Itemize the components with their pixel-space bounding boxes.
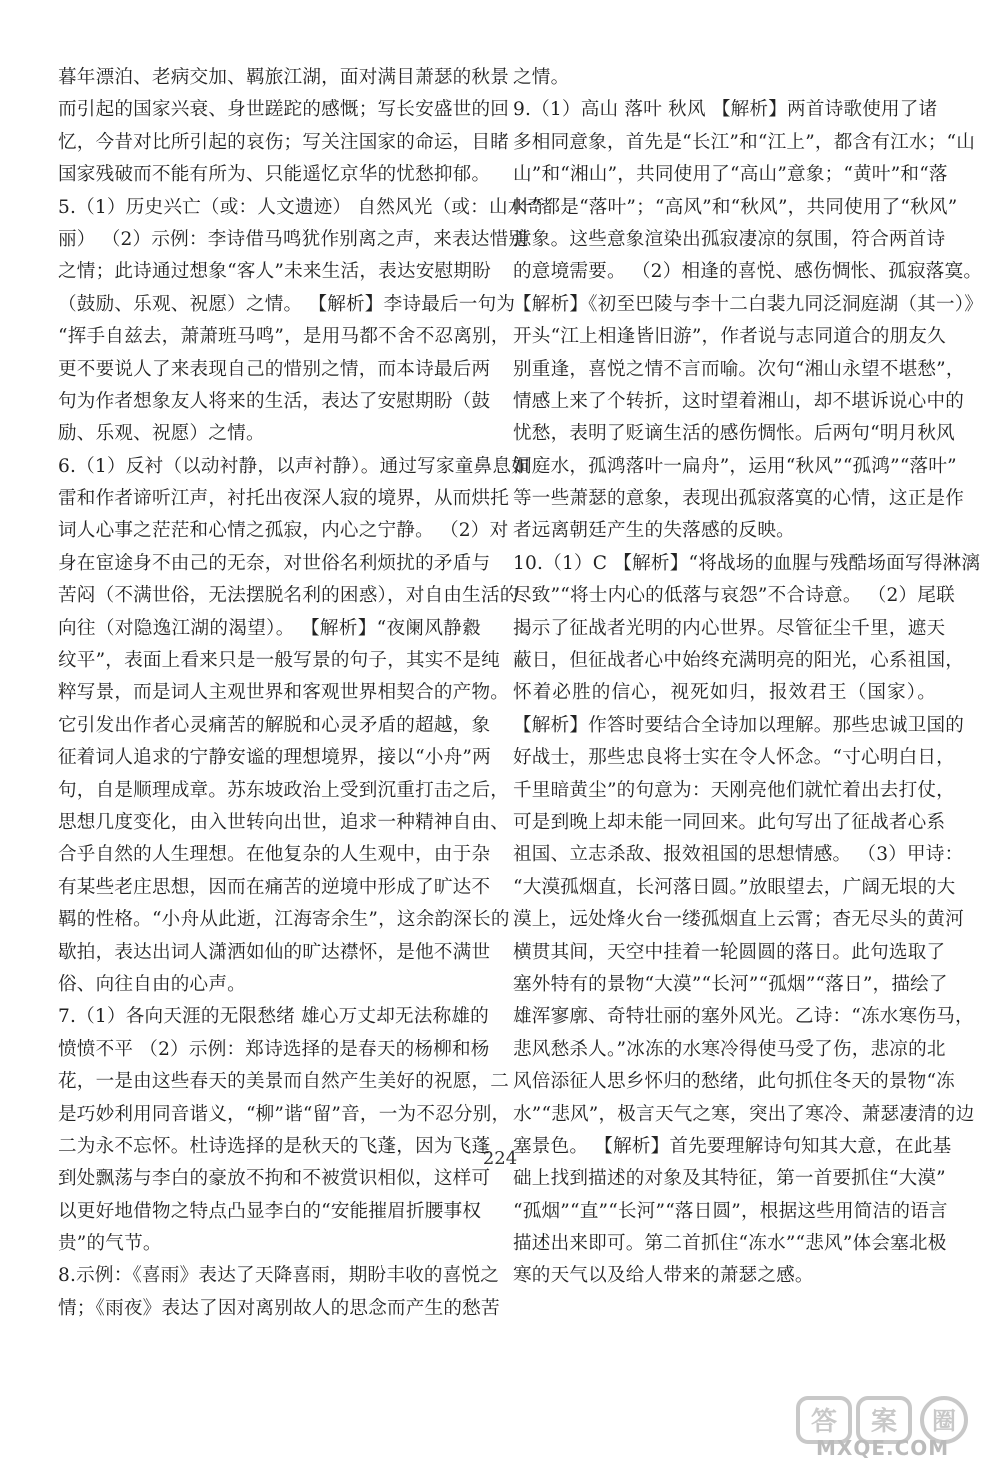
left-line: 身在宦途身不由己的无奈，对世俗名利烦扰的矛盾与 bbox=[58, 552, 491, 574]
left-line: 向往（对隐逸江湖的渴望）。 【解析】“夜阑风静縠 bbox=[58, 617, 481, 639]
left-line: 俗、向往自由的心声。 bbox=[58, 973, 246, 995]
page-number: 224 bbox=[482, 1148, 518, 1169]
left-line: 丽） （2）示例：李诗借马鸣犹作别离之声，来表达惜别 bbox=[58, 228, 528, 250]
right-line: 叶”都是“落叶”；“高风”和“秋风”，共同使用了“秋风” bbox=[513, 196, 958, 218]
left-line: 纹平”，表面上看来只是一般写景的句子，其实不是纯 bbox=[58, 650, 500, 672]
right-line: 础上找到描述的对象及其特征，第一首要抓住“大漠” bbox=[513, 1168, 946, 1190]
left-line: 励、乐观、祝愿）之情。 bbox=[58, 423, 265, 445]
right-line: “孤烟”“直”“长河”“落日圆”，根据这些用简洁的语言 bbox=[513, 1200, 948, 1222]
right-line: 之情。 bbox=[513, 67, 570, 88]
left-line: 思想几度变化，由入世转向出世，追求一种精神自由、 bbox=[58, 811, 510, 833]
right-line: “大漠孤烟直，长河落日圆。”放眼望去，广阔无垠的大 bbox=[513, 876, 956, 898]
svg-text:案: 案 bbox=[870, 1407, 898, 1437]
right-line: 可是到晚上却未能一同回来。此句写出了征战者心系 bbox=[513, 811, 946, 833]
left-line: 8.示例：《喜雨》表达了天降喜雨，期盼丰收的喜悦之 bbox=[58, 1265, 500, 1287]
right-column bbox=[513, 62, 984, 1293]
right-line: 【解析】《初至巴陵与李十二白裴九同泛洞庭湖（其一）》 bbox=[513, 293, 984, 315]
left-line: 是巧妙利用同音谐义，“柳”谐“留”音，一为不忍分别， bbox=[58, 1103, 511, 1125]
svg-text:圈: 圈 bbox=[932, 1407, 956, 1435]
left-line: 忆，今昔对比所引起的哀伤；写关注国家的命运，目睹 bbox=[58, 131, 510, 153]
left-line: 以更好地借物之特点凸显李白的“安能摧眉折腰事权 bbox=[58, 1200, 482, 1222]
left-line: 更不要说人了来表现自己的惜别之情，而本诗最后两 bbox=[58, 358, 491, 380]
left-line: 有某些老庄思想，因而在痛苦的逆境中形成了旷达不 bbox=[58, 876, 491, 898]
left-line: 苦闷（不满世俗，无法摆脱名利的困惑），对自由生活的 bbox=[58, 585, 519, 607]
right-line: 洞庭水，孤鸿落叶一扁舟”，运用“秋风”“孤鸿”“落叶” bbox=[513, 455, 957, 477]
left-line: 花，一是由这些春天的美景而自然产生美好的祝愿，二 bbox=[58, 1071, 510, 1093]
right-line: 漠上，远处烽火台一缕孤烟直上云霄；杳无尽头的黄河 bbox=[513, 909, 965, 931]
left-line: 雷和作者谛听江声，衬托出夜深人寂的境界，从而烘托 bbox=[58, 488, 510, 510]
left-line: 羁的性格。“小舟从此逝，江海寄余生”，这余韵深长的 bbox=[58, 909, 510, 931]
svg-text:答: 答 bbox=[810, 1407, 838, 1437]
left-line: 到处飘荡与李白的豪放不拘和不被赏识相似，这样可 bbox=[58, 1168, 491, 1190]
right-line: 9.（1）高山 落叶 秋风 【解析】两首诗歌使用了诸 bbox=[513, 99, 938, 121]
left-line: 它引发出作者心灵痛苦的解脱和心灵矛盾的超越，象 bbox=[58, 714, 491, 736]
right-line: 悲风愁杀人。”冰冻的水寒冷得使马受了伤，悲凉的北 bbox=[513, 1038, 946, 1060]
right-line: 好战士，那些忠良将士实在令人怀念。“寸心明白日， bbox=[513, 747, 955, 769]
right-line: 情感上来了个转折，这时望着湘山，却不堪诉说心中的 bbox=[513, 390, 965, 412]
left-line: 贵”的气节。 bbox=[58, 1233, 162, 1255]
watermark-url: MXQE.COM bbox=[816, 1436, 950, 1460]
left-line: 合乎自然的人生理想。在他复杂的人生观中，由于杂 bbox=[58, 844, 491, 866]
left-line: 而引起的国家兴衰、身世蹉跎的感慨；写长安盛世的回 bbox=[58, 99, 510, 121]
right-line: 塞景色。 【解析】首先要理解诗句知其大意，在此基 bbox=[513, 1135, 952, 1157]
right-line: 祖国、立志杀敌、报效祖国的思想情感。 （3）甲诗： bbox=[513, 844, 964, 866]
right-line: 风倍添征人思乡怀归的愁绪，此句抓住冬天的景物“冻 bbox=[513, 1071, 955, 1093]
right-line: 等一些萧瑟的意象，表现出孤寂落寞的心情，这正是作 bbox=[513, 488, 965, 510]
left-line: 句为作者想象友人将来的生活，表达了安慰期盼（鼓 bbox=[58, 390, 491, 412]
right-line: 怀着必胜的信心，视死如归，报效君王（国家）。 bbox=[513, 682, 936, 704]
right-line: 水”“悲风”，极言天气之寒，突出了寒冷、萧瑟凄清的边 bbox=[513, 1103, 975, 1125]
right-line: 寒的天气以及给人带来的萧瑟之感。 bbox=[513, 1265, 814, 1287]
left-line: （鼓励、乐观、祝愿）之情。 【解析】李诗最后一句为 bbox=[58, 293, 516, 315]
left-line: 6.（1）反衬（以动衬静，以声衬静）。通过写家童鼻息如 bbox=[58, 455, 530, 477]
left-line: 情；《雨夜》表达了因对离别故人的思念而产生的愁苦 bbox=[58, 1297, 500, 1319]
left-line: 词人心事之茫茫和心情之孤寂，内心之宁静。 （2）对 bbox=[58, 520, 509, 542]
right-line: 多相同意象，首先是“长江”和“江上”，都含有江水；“山 bbox=[513, 131, 975, 153]
right-line: 千里暗黄尘”的句意为：天刚亮他们就忙着出去打仗， bbox=[513, 779, 955, 801]
left-line: 5.（1）历史兴亡（或：人文遗迹） 自然风光（或：山水奇 bbox=[58, 196, 546, 218]
right-line: 蔽日，但征战者心中始终充满明亮的阳光，心系祖国， bbox=[513, 650, 965, 672]
right-line: 揭示了征战者光明的内心世界。尽管征尘千里，遮天 bbox=[513, 617, 946, 639]
right-line: 描述出来即可。第二首抓住“冻水”“悲风”体会塞北极 bbox=[513, 1233, 947, 1255]
right-line: 者远离朝廷产生的失落感的反映。 bbox=[513, 520, 795, 542]
right-line: 别重逢，喜悦之情不言而喻。次句“湘山永望不堪愁”， bbox=[513, 358, 965, 380]
left-line: 之情；此诗通过想象“客人”未来生活，表达安慰期盼 bbox=[58, 261, 491, 283]
right-line: 忧愁，表明了贬谪生活的感伤惆怅。后两句“明月秋风 bbox=[513, 423, 955, 445]
left-line: 征着词人追求的宁静安谧的理想境界，接以“小舟”两 bbox=[58, 747, 491, 769]
right-line: 意象。这些意象渲染出孤寂凄凉的氛围，符合两首诗 bbox=[513, 228, 946, 250]
left-line: 7.（1）各向天涯的无限愁绪 雄心万丈却无法称雄的 bbox=[58, 1006, 489, 1028]
left-line: 暮年漂泊、老病交加、羁旅江湖，面对满目萧瑟的秋景 bbox=[58, 67, 510, 88]
right-line: 山”和“湘山”，共同使用了“高山”意象；“黄叶”和“落 bbox=[513, 164, 948, 186]
left-line: 歇拍，表达出词人潇洒如仙的旷达襟怀，是他不满世 bbox=[58, 941, 491, 963]
left-line: 粹写景，而是词人主观世界和客观世界相契合的产物。 bbox=[58, 682, 510, 704]
right-line: 尽致”“将士内心的低落与哀怨”不合诗意。 （2）尾联 bbox=[513, 585, 955, 607]
right-line: 的意境需要。 （2）相逢的喜悦、感伤惆怅、孤寂落寞。 bbox=[513, 261, 983, 283]
left-line: “挥手自兹去，萧萧班马鸣”，是用马都不舍不忍离别， bbox=[58, 326, 510, 348]
right-line: 【解析】作答时要结合全诗加以理解。那些忠诚卫国的 bbox=[513, 714, 965, 736]
right-line: 雄浑寥廓、奇特壮丽的塞外风光。乙诗：“冻水寒伤马， bbox=[513, 1006, 974, 1028]
right-line: 横贯其间，天空中挂着一轮圆圆的落日。此句选取了 bbox=[513, 941, 946, 963]
left-line: 愤愤不平 （2）示例：郑诗选择的是春天的杨柳和杨 bbox=[58, 1038, 490, 1060]
right-line: 塞外特有的景物“大漠”“长河”“孤烟”“落日”，描绘了 bbox=[513, 973, 948, 995]
left-line: 句，自是顺理成章。苏东坡政治上受到沉重打击之后， bbox=[58, 779, 510, 801]
right-line: 10.（1）C 【解析】“将战场的血腥与残酷场面写得淋漓 bbox=[513, 552, 981, 574]
left-line: 二为永不忘怀。杜诗选择的是秋天的飞蓬，因为飞蓬 bbox=[58, 1135, 491, 1157]
left-line: 国家残破而不能有所为、只能遥忆京华的忧愁抑郁。 bbox=[58, 164, 491, 186]
right-line: 开头“江上相逢皆旧游”，作者说与志同道合的朋友久 bbox=[513, 326, 946, 348]
